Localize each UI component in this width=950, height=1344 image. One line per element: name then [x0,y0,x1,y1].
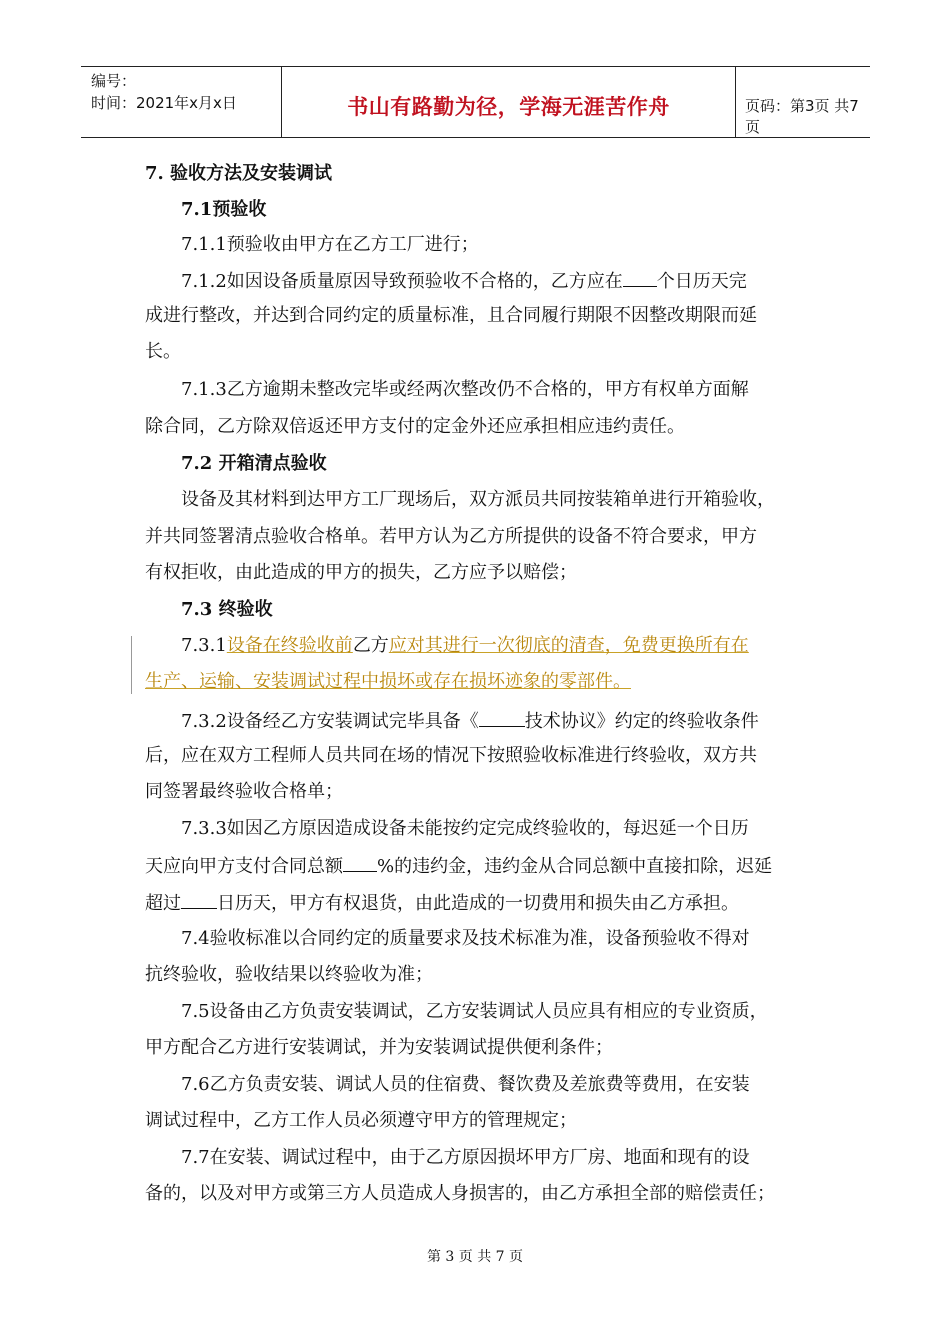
tracked-insertion: 设备在终验收前 [226,635,353,656]
clause-7-1-1: 7.1.1预验收由甲方在乙方工厂进行； [181,234,479,255]
clause-7-2-line3: 有权拒收，由此造成的甲方的损失，乙方应予以赔偿； [145,562,577,583]
blank-field [479,708,525,727]
header-table [81,66,870,138]
clause-text: 日历天，甲方有权退货，由此造成的一切费用和损失由乙方承担。 [217,893,739,914]
clause-7-1-2-line2: 成进行整改，并达到合同约定的质量标准，且合同履行期限不因整改期限而延 [145,305,757,326]
clause-7-3-1-line1 [181,634,749,658]
clause-text: 7.3.2设备经乙方安装调试完毕具备《 [181,711,479,732]
page-footer: 第 3 页 共 7 页 [426,1249,524,1265]
clause-7-3-2-line2: 后，应在双方工程师人员共同在场的情况下按照验收标准进行终验收，双方共 [145,745,757,766]
clause-7-6-line1: 7.6乙方负责安装、调试人员的住宿费、餐饮费及差旅费等费用，在安装 [181,1074,750,1095]
section-7-title: 7. 验收方法及安装调试 [145,163,333,184]
clause-7-2-line1: 设备及其材料到达甲方工厂现场后，双方派员共同按装箱单进行开箱验收， [181,489,775,510]
clause-text: 技术协议》约定的终验收条件 [524,711,759,732]
page-info: 页码：第3页 共7页 [745,97,859,136]
motto: 书山有路勤为径，学海无涯苦作舟 [347,95,670,119]
clause-7-4-line2: 抗终验收，验收结果以终验收为准； [145,964,433,985]
tracked-insertion: 应对其进行一次彻底的清查，免费更换所有在 [388,635,749,656]
clause-text: 天应向甲方支付合同总额 [145,856,343,877]
clause-7-3-2-line1 [181,708,759,734]
clause-7-3-3-line2 [145,853,772,879]
clause-7-7-line2: 备的，以及对甲方或第三方人员造成人身损害的，由乙方承担全部的赔偿责任； [145,1183,775,1204]
clause-7-2-line2: 并共同签署清点验收合格单。若甲方认为乙方所提供的设备不符合要求，甲方 [145,526,757,547]
header-motto-cell [281,67,736,137]
date-label: 时间：2021年x月x日 [91,94,237,112]
clause-text: 超过 [145,893,181,914]
clause-text: 乙方 [352,635,389,656]
serial-label: 编号： [91,72,137,90]
section-7-2-title: 7.2 开箱清点验收 [181,453,327,474]
clause-text: %的违约金，违约金从合同总额中直接扣除，迟延 [377,856,773,877]
clause-7-3-3-line1: 7.3.3如因乙方原因造成设备未能按约定完成终验收的，每迟延一个日历 [181,818,749,839]
clause-7-4-line1: 7.4验收标准以合同约定的质量要求及技术标准为准，设备预验收不得对 [181,928,750,949]
clause-text: 个日历天完 [656,271,747,292]
blank-field [623,268,657,287]
revision-bar [131,636,132,694]
clause-7-6-line2: 调试过程中，乙方工作人员必须遵守甲方的管理规定； [145,1110,577,1131]
section-7-3-title: 7.3 终验收 [181,599,273,620]
clause-7-1-2-line1 [181,268,747,294]
clause-7-7-line1: 7.7在安装、调试过程中，由于乙方原因损坏甲方厂房、地面和现有的设 [181,1147,750,1168]
clause-7-1-3-line1: 7.1.3乙方逾期未整改完毕或经两次整改仍不合格的，甲方有权单方面解 [181,379,749,400]
clause-7-5-line1: 7.5设备由乙方负责安装调试，乙方安装调试人员应具有相应的专业资质， [181,1001,768,1022]
clause-7-3-3-line3 [145,890,739,916]
blank-field [181,890,217,909]
clause-number: 7.3.1 [181,635,227,656]
clause-7-3-1-line2: 生产、运输、安装调试过程中损坏或存在损坏迹象的零部件。 [145,671,631,692]
clause-7-1-2-line3: 长。 [145,341,181,362]
section-7-1-title: 7.1预验收 [181,199,267,220]
blank-field [343,853,377,872]
clause-7-1-3-line2: 除合同，乙方除双倍返还甲方支付的定金外还应承担相应违约责任。 [145,416,685,437]
clause-7-5-line2: 甲方配合乙方进行安装调试，并为安装调试提供便利条件； [145,1037,613,1058]
clause-text: 7.1.2如因设备质量原因导致预验收不合格的，乙方应在 [181,271,623,292]
clause-7-3-2-line3: 同签署最终验收合格单； [145,781,343,802]
header-meta-cell [81,67,281,137]
